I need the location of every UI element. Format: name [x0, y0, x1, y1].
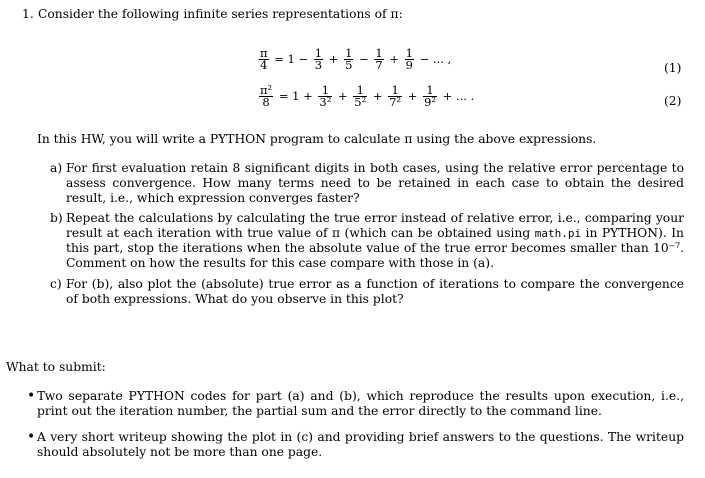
part-label: a) — [50, 161, 63, 175]
equation-1-term: $\frac{1}{7}$ — [375, 46, 383, 72]
equation-2-term: $\frac{1}{\text{3²}}$ — [319, 83, 332, 109]
part-text: For first evaluation retain 8 significant digits in both cases, using the relative error percentage to assess convergence. How many terms need to be retained in each case to obtain the desired result, i.e., which expression converges faster? — [66, 161, 684, 205]
question-number: 1. — [22, 7, 34, 21]
part-text: For (b), also plot the (absolute) true error as a function of iterations to compare the convergence of both expressions. What do you observe in this plot? — [66, 277, 684, 306]
bullet-text: A very short writeup showing the plot in (c) and providing brief answers to the questions. The writeup should absolutely not be more than one page. — [37, 430, 684, 459]
equation-2-term: $\frac{1}{\text{9²}}$ — [424, 83, 436, 109]
equation-2-term: $\frac{1}{\text{7²}}$ — [389, 83, 402, 109]
code-snippet: math.pi — [534, 227, 582, 240]
part-label: b) — [50, 211, 63, 225]
part-label: c) — [50, 277, 62, 291]
question-title: Consider the following infinite series representations of π: — [38, 7, 403, 21]
part-c — [50, 277, 684, 307]
equation-1-lhs: $\frac{\pi}{4}$ — [260, 46, 268, 72]
bullet-icon: • — [27, 429, 36, 445]
equation-2: $\frac{\text{π²}}{8}$ = 1 + $\frac{1}{\text{3²}}$ + $\frac{1}{\text{5²}}$ + $\frac{1}{\text{7²}}$ + $\frac{1}{\text{9²}}$ + ... . — [260, 83, 475, 109]
submit-bullet — [27, 430, 684, 460]
part-text: Repeat the calculations by calculating the true error instead of relative error, i.e., comparing your result at each iteration with true value of π (which can be obtained using math.pi in PYTHON). In this part, stop the iterations when the absolute value of the true error becomes smaller than 10⁻⁷. Comment on how the results for this case compare with those in (a). — [66, 211, 684, 270]
intro-text: In this HW, you will write a PYTHON program to calculate π using the above expressions. — [37, 132, 597, 146]
equation-2-number: (2) — [664, 94, 682, 108]
equation-2-term: $\frac{1}{\text{5²}}$ — [354, 83, 367, 109]
equation-1-term: $\frac{1}{5}$ — [345, 46, 353, 72]
equation-1: $\frac{\pi}{4}$ = 1 − $\frac{1}{3}$ + $\frac{1}{5}$ − $\frac{1}{7}$ + $\frac{1}{9}$ − ... , — [260, 46, 452, 72]
submit-heading: What to submit: — [6, 360, 106, 374]
bullet-icon: • — [27, 388, 36, 404]
question-heading — [22, 7, 403, 22]
part-a — [50, 161, 684, 206]
equation-2-lhs: $\frac{\text{π²}}{8}$ — [260, 83, 273, 109]
equation-1-number: (1) — [664, 61, 682, 75]
bullet-text: Two separate PYTHON codes for part (a) and (b), which reproduce the results upon execution, i.e., print out the iteration number, the partial sum and the error directly to the command line. — [37, 389, 684, 418]
part-b — [50, 211, 684, 271]
equation-1-term: $\frac{1}{3}$ — [314, 46, 323, 72]
submit-bullet — [27, 389, 684, 419]
equation-1-term: $\frac{1}{9}$ — [405, 46, 413, 72]
